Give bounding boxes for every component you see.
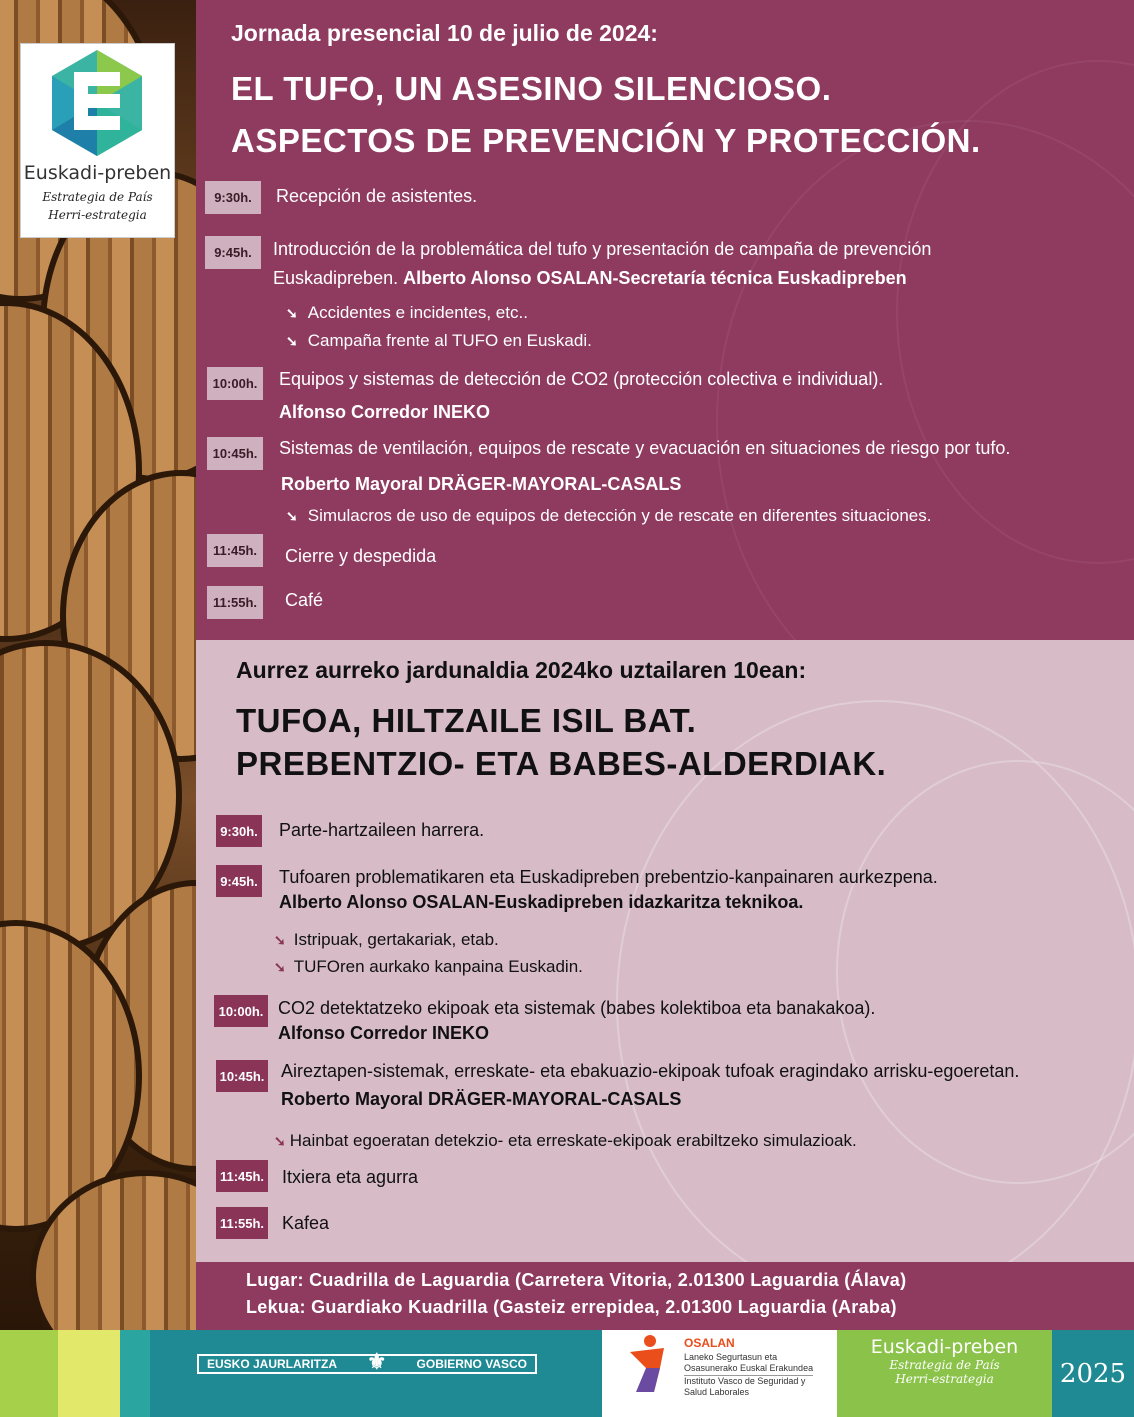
logo-tagline-es: Estrategia de País <box>42 190 153 204</box>
footer-color-strip <box>120 1330 150 1417</box>
agenda-item-text: Aireztapen-sistemak, erreskate- eta ebakuazio-ekipoak tufoak eragindako arrisku-egoeretan. <box>281 1061 1020 1081</box>
arrow-down-right-icon: ➘ <box>274 1133 286 1149</box>
basque-title-line1: TUFOA, HILTZAILE ISIL BAT. <box>236 702 697 739</box>
time-badge: 10:00h. <box>207 367 263 400</box>
time-badge: 9:30h. <box>205 181 261 214</box>
logo-brand-text: Euskadi-preben <box>23 162 172 184</box>
agenda-subitem: ➘ Istripuak, gertakariak, etab. <box>274 930 499 949</box>
agenda-item-text-2: Euskadipreben. <box>273 268 399 288</box>
agenda-speaker: Alberto Alonso OSALAN-Euskadipreben idazkaritza teknikoa. <box>279 892 804 912</box>
gov-name-eu: EUSKO JAURLARITZA <box>207 1357 338 1371</box>
agenda-item-text: Kafea <box>282 1213 330 1233</box>
logo-tagline-eu: Herri-estrategia <box>48 208 147 222</box>
spanish-program-panel <box>196 0 1134 640</box>
hexagon-logo-icon <box>48 48 146 158</box>
agenda-subitem: ➘ Simulacros de uso de equipos de detección y de rescate en diferentes situaciones. <box>286 506 932 525</box>
arrow-down-right-icon: ➘ <box>274 959 286 975</box>
time-badge: 10:45h. <box>207 437 263 470</box>
agenda-item-text: Recepción de asistentes. <box>276 186 478 206</box>
time-badge: 9:45h. <box>205 236 261 269</box>
agenda-item-text: Introducción de la problemática del tufo y presentación de campaña de prevención <box>273 239 932 259</box>
agenda-item-text: Itxiera eta agurra <box>282 1167 419 1187</box>
agenda-speaker: Roberto Mayoral DRÄGER-MAYORAL-CASALS <box>281 1089 682 1109</box>
time-badge: 10:45h. <box>216 1060 268 1092</box>
footer-tagline-eu: Herri-estrategia <box>895 1372 994 1386</box>
euskadi-preben-logo <box>20 43 175 238</box>
agenda-subitem: ➘ Hainbat egoeratan detekzio- eta erreskate-ekipoak erabiltzeko simulazioak. <box>274 1131 857 1150</box>
agenda-item-text: Equipos y sistemas de detección de CO2 (protección colectiva e individual). <box>279 369 884 389</box>
location-bar <box>196 1262 1134 1330</box>
osalan-logo <box>602 1330 837 1417</box>
agenda-item-text: Café <box>285 590 324 610</box>
osalan-desc: Laneko Segurtasun eta Osasunerako Euskal Erakundea Instituto Vasco de Seguridad y Salud Laborales <box>684 1352 814 1397</box>
agenda-item-text-cont <box>273 268 907 289</box>
agenda-speaker: Roberto Mayoral DRÄGER-MAYORAL-CASALS <box>281 474 682 494</box>
basque-program-panel <box>196 640 1134 1262</box>
sponsor-footer <box>0 1330 1134 1417</box>
time-badge: 11:45h. <box>207 534 263 567</box>
agenda-speaker: Alfonso Corredor INEKO <box>278 1023 490 1043</box>
agenda-speaker: Alfonso Corredor INEKO <box>279 402 491 422</box>
time-badge: 11:55h. <box>207 586 263 619</box>
location-es: Lugar: Cuadrilla de Laguardia (Carretera Vitoria, 2.01300 Laguardia (Álava) <box>246 1270 907 1290</box>
time-badge: 11:45h. <box>216 1160 268 1192</box>
footer-tagline-es: Estrategia de País <box>889 1358 1000 1372</box>
footer-color-strip <box>58 1330 120 1417</box>
agenda-item-text: Sistemas de ventilación, equipos de rescate y evacuación en situaciones de riesgo por tufo. <box>279 438 1011 458</box>
gov-logo-frame <box>197 1349 537 1374</box>
agenda-item-text: Cierre y despedida <box>285 546 437 566</box>
spanish-event-date: Jornada presencial 10 de julio de 2024: <box>231 20 658 46</box>
agenda-speaker: Alberto Alonso OSALAN-Secretaría técnica Euskadipreben <box>403 268 907 288</box>
agenda-item-text: CO2 detektatzeko ekipoak eta sistemak (babes kolektiboa eta banakakoa). <box>278 998 876 1018</box>
coat-of-arms-icon: ⚜ <box>366 1349 387 1374</box>
footer-color-strip <box>0 1330 58 1417</box>
time-badge: 11:55h. <box>216 1207 268 1239</box>
footer-brand: Euskadi-preben <box>870 1336 1019 1358</box>
arrow-down-right-icon: ➘ <box>286 333 298 349</box>
agenda-subitem: ➘ TUFOren aurkako kanpaina Euskadin. <box>274 957 583 976</box>
arrow-down-right-icon: ➘ <box>286 305 298 321</box>
euskadi-preben-footer-logo <box>837 1330 1052 1417</box>
agenda-item-text: Tufoaren problematikaren eta Euskadipreben prebentzio-kanpainaren aurkezpena. <box>279 867 938 887</box>
basque-government-logo <box>150 1330 602 1417</box>
arrow-down-right-icon: ➘ <box>274 932 286 948</box>
osalan-name: OSALAN <box>684 1336 735 1350</box>
basque-event-date: Aurrez aurreko jardunaldia 2024ko uztailaren 10ean: <box>236 657 807 683</box>
time-badge: 9:30h. <box>216 815 262 847</box>
agenda-item-text: Parte-hartzaileen harrera. <box>279 820 485 840</box>
agenda-subitem: ➘ Accidentes e incidentes, etc.. <box>286 303 528 322</box>
gov-name-es: GOBIERNO VASCO <box>416 1357 527 1371</box>
spanish-title-line1: EL TUFO, UN ASESINO SILENCIOSO. <box>231 70 832 107</box>
basque-title-line2: PREBENTZIO- ETA BABES-ALDERDIAK. <box>236 745 887 782</box>
arrow-down-right-icon: ➘ <box>286 508 298 524</box>
time-badge: 9:45h. <box>216 865 262 897</box>
agenda-subitem: ➘ Campaña frente al TUFO en Euskadi. <box>286 331 592 350</box>
time-badge: 10:00h. <box>214 995 268 1027</box>
footer-year: 2025 <box>1052 1330 1134 1417</box>
spanish-title-line2: ASPECTOS DE PREVENCIÓN Y PROTECCIÓN. <box>231 122 981 159</box>
osalan-figure-icon <box>626 1334 668 1394</box>
location-eu: Lekua: Guardiako Kuadrilla (Gasteiz errepidea, 2.01300 Laguardia (Araba) <box>246 1297 897 1317</box>
